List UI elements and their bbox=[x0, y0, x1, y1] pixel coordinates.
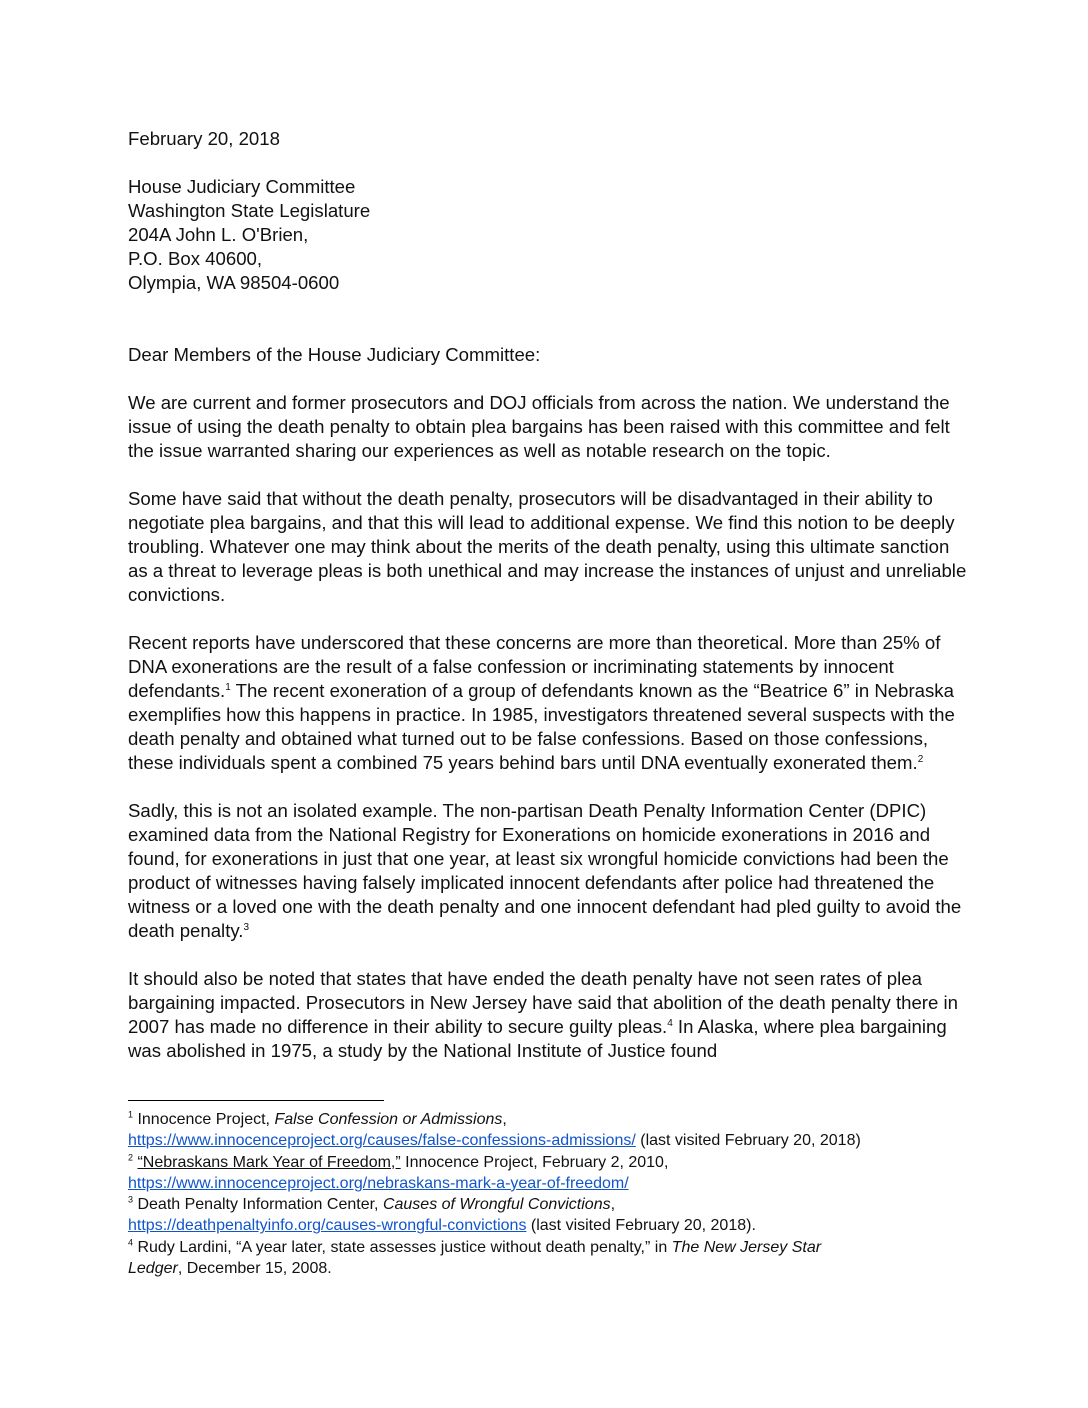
footnote-title: “Nebraskans Mark Year of Freedom,” bbox=[137, 1153, 401, 1171]
footnote-ref-4: 4 bbox=[667, 1017, 673, 1029]
paragraph-abolition-states bbox=[128, 967, 968, 1063]
footnote-1-link[interactable]: https://www.innocenceproject.org/causes/false-confessions-admissions/ bbox=[128, 1132, 636, 1150]
footnote-number: 3 bbox=[128, 1194, 134, 1205]
footnote-2-url-line bbox=[128, 1173, 988, 1194]
footnote-text: Innocence Project, February 2, 2010, bbox=[400, 1153, 669, 1171]
paragraph-text: It should also be noted that states that have ended the death penalty have not seen rates of plea bargaining impacted. Prosecutors in New Jersey have said that abolition of the death penalty there in 2007 has made no difference in their ability to secure guilty pleas. bbox=[128, 968, 958, 1037]
footnote-text: , December 15, 2008. bbox=[177, 1260, 332, 1278]
footnote-1-url-line bbox=[128, 1130, 988, 1151]
footnote-ref-3: 3 bbox=[243, 921, 250, 933]
footnote-number: 4 bbox=[128, 1237, 134, 1248]
footnote-4 bbox=[128, 1237, 988, 1258]
footnote-separator bbox=[128, 1100, 384, 1101]
footnote-text: , bbox=[502, 1111, 507, 1128]
address-line: Washington State Legislature bbox=[128, 200, 371, 221]
salutation: Dear Members of the House Judiciary Committee: bbox=[128, 344, 541, 365]
address-line: Olympia, WA 98504-0600 bbox=[128, 272, 340, 293]
paragraph-intro: We are current and former prosecutors and DOJ officials from across the nation. We understand the issue of using the death penalty to obtain plea bargains has been raised with this committee and felt the issue warranted sharing our experiences as well as notable research on the topic. bbox=[128, 392, 950, 461]
paragraph-dna-exonerations bbox=[128, 631, 968, 775]
recipient-address bbox=[128, 175, 968, 295]
footnote-publication: Ledger bbox=[128, 1260, 178, 1278]
paragraph-text: Sadly, this is not an isolated example. The non-partisan Death Penalty Information Center (DPIC) examined data from the National Registry for Exonerations on homicide exonerations in 2016 and found, for exonerations in just that one year, at least six wrongful homicide convictions had been the product of witnesses having falsely implicated innocent defendants after police had threatened the witness or a loved one with the death penalty and one innocent defendant had pled guilty to avoid the death penalty. bbox=[128, 800, 962, 941]
footnote-title: Causes of Wrongful Convictions bbox=[382, 1196, 611, 1214]
paragraph-plea-bargains: Some have said that without the death penalty, prosecutors will be disadvantaged in their ability to negotiate plea bargains, and that this will lead to additional expense. We find this notion to be deeply troubling. Whatever one may think about the merits of the death penalty, using this ultimate sanction as a threat to leverage pleas is both unethical and may increase the instances of unjust and unreliable convictions. bbox=[128, 488, 967, 605]
address-line: 204A John L. O'Brien, bbox=[128, 224, 309, 245]
footnotes bbox=[128, 1109, 988, 1279]
footnote-1 bbox=[128, 1109, 988, 1130]
footnote-number: 1 bbox=[128, 1109, 134, 1120]
footnote-2 bbox=[128, 1152, 988, 1173]
footnote-text: Death Penalty Information Center, bbox=[133, 1196, 383, 1214]
footnote-text: , bbox=[610, 1196, 616, 1214]
footnote-4-cont bbox=[128, 1258, 988, 1279]
paragraph-dpic bbox=[128, 799, 968, 943]
letter-body bbox=[128, 127, 968, 1063]
footnote-3 bbox=[128, 1194, 988, 1215]
footnote-3-url-line bbox=[128, 1215, 988, 1236]
address-line: P.O. Box 40600, bbox=[128, 248, 263, 269]
footnote-2-link[interactable]: https://www.innocenceproject.org/nebraskans-mark-a-year-of-freedom/ bbox=[128, 1174, 629, 1192]
footnote-text: (last visited February 20, 2018) bbox=[635, 1132, 861, 1150]
footnote-3-link[interactable]: https://deathpenaltyinfo.org/causes-wrongful-convictions bbox=[128, 1217, 527, 1235]
paragraph-text: In Alaska, where plea bargaining was abolished in 1975, a study by the National Institute of Justice found bbox=[128, 1016, 947, 1061]
paragraph-text: Recent reports have underscored that these concerns are more than theoretical. More than 25% of DNA exonerations are the result of a false confession or incriminating statements by innocent defendants. bbox=[128, 632, 941, 701]
paragraph-text: The recent exoneration of a group of defendants known as the “Beatrice 6” in Nebraska exemplifies how this happens in practice. In 1985, investigators threatened several suspects with the death penalty and obtained what turned out to be false confessions. Based on those confessions, these individuals spent a combined 75 years behind bars until DNA eventually exonerated them. bbox=[128, 680, 955, 773]
footnote-text: (last visited February 20, 2018). bbox=[526, 1217, 756, 1235]
footnote-title: False Confession or Admissions bbox=[274, 1111, 503, 1128]
footnote-ref-1: 1 bbox=[225, 681, 231, 693]
address-line: House Judiciary Committee bbox=[128, 176, 356, 197]
footnote-number: 2 bbox=[128, 1152, 134, 1163]
letter-date: February 20, 2018 bbox=[128, 128, 280, 149]
footnote-ref-2: 2 bbox=[917, 753, 924, 765]
footnote-text: Rudy Lardini, “A year later, state assesses justice without death penalty,” in bbox=[133, 1238, 672, 1256]
footnote-publication: The New Jersey Star bbox=[671, 1238, 822, 1256]
footnote-text: Innocence Project, bbox=[133, 1111, 275, 1128]
